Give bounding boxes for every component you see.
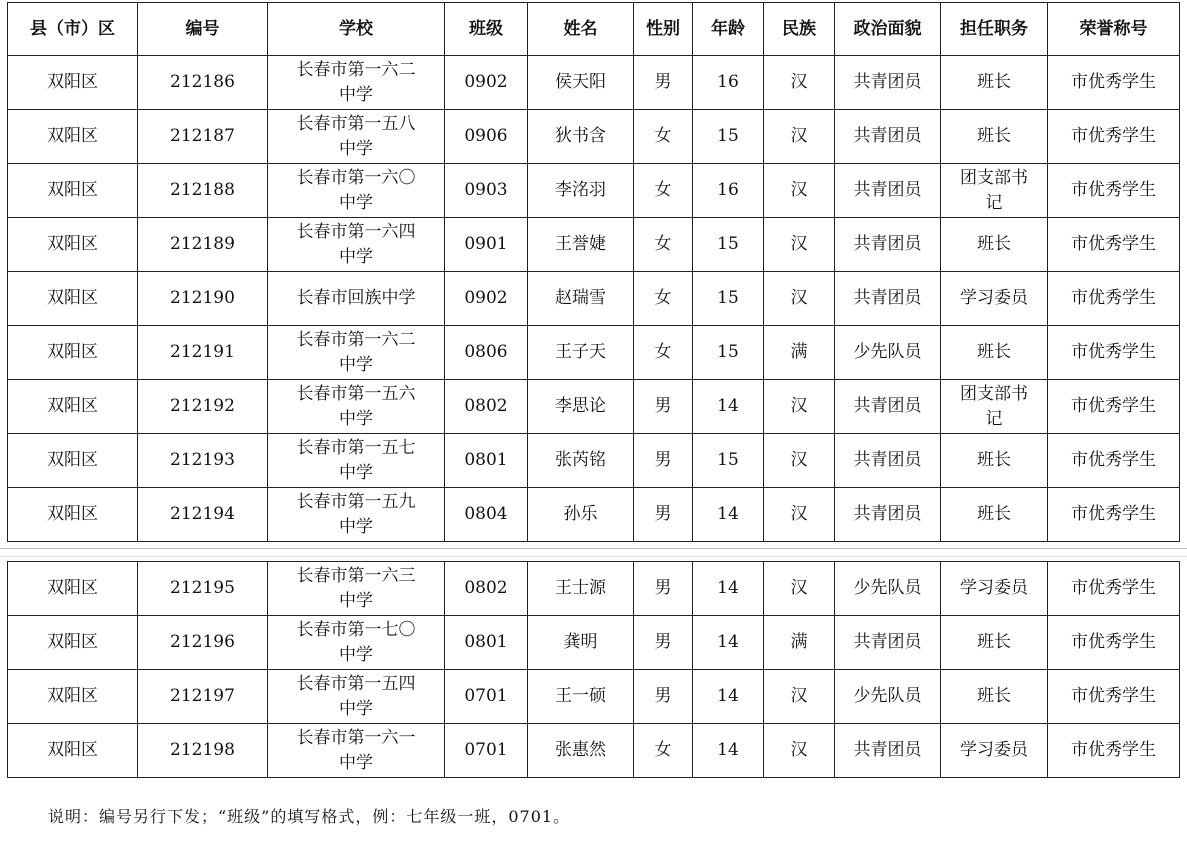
cell-ethnicity: 满 [764, 616, 835, 670]
header-gender: 性别 [634, 3, 693, 56]
header-ethnicity: 民族 [764, 3, 835, 56]
cell-school-line: 长春市第一六〇 [296, 167, 416, 188]
cell-school-line: 长春市第一六三 [296, 565, 416, 586]
cell-school [268, 380, 445, 434]
cell-political: 共青团员 [835, 164, 941, 218]
student-table-page1 [7, 2, 1180, 542]
cell-gender: 男 [634, 434, 693, 488]
header-id: 编号 [138, 3, 268, 56]
cell-id: 212189 [138, 218, 268, 272]
cell-position [941, 272, 1048, 326]
table-row [8, 670, 1180, 724]
cell-position [941, 724, 1048, 778]
cell-id: 212194 [138, 488, 268, 542]
cell-name: 侯天阳 [528, 56, 634, 110]
cell-class: 0906 [445, 110, 528, 164]
cell-age: 16 [693, 164, 764, 218]
table-row [8, 164, 1180, 218]
cell-gender: 男 [634, 56, 693, 110]
cell-age: 14 [693, 670, 764, 724]
cell-position-line: 团支部书 [960, 383, 1028, 404]
cell-name: 王一硕 [528, 670, 634, 724]
cell-position-line: 学习委员 [960, 578, 1028, 598]
cell-county: 双阳区 [8, 110, 138, 164]
cell-gender: 女 [634, 272, 693, 326]
table-row [8, 272, 1180, 326]
cell-county: 双阳区 [8, 670, 138, 724]
cell-position-line: 班长 [977, 450, 1011, 470]
cell-class: 0802 [445, 562, 528, 616]
cell-school [268, 272, 445, 326]
cell-class: 0902 [445, 56, 528, 110]
cell-political: 少先队员 [835, 670, 941, 724]
cell-ethnicity: 汉 [764, 56, 835, 110]
cell-age: 14 [693, 380, 764, 434]
table-header-row [8, 3, 1180, 56]
cell-age: 14 [693, 616, 764, 670]
cell-name: 龚明 [528, 616, 634, 670]
table-row [8, 434, 1180, 488]
cell-name: 李洺羽 [528, 164, 634, 218]
table-row [8, 110, 1180, 164]
cell-position [941, 218, 1048, 272]
cell-class: 0804 [445, 488, 528, 542]
cell-class: 0902 [445, 272, 528, 326]
cell-id: 212195 [138, 562, 268, 616]
header-position: 担任职务 [941, 3, 1048, 56]
cell-age: 14 [693, 724, 764, 778]
cell-school [268, 110, 445, 164]
cell-county: 双阳区 [8, 218, 138, 272]
cell-political: 共青团员 [835, 272, 941, 326]
cell-id: 212197 [138, 670, 268, 724]
cell-honor: 市优秀学生 [1048, 272, 1180, 326]
cell-position [941, 164, 1048, 218]
cell-county: 双阳区 [8, 434, 138, 488]
table-row [8, 326, 1180, 380]
cell-school-line: 长春市第一七〇 [296, 619, 416, 640]
cell-school [268, 326, 445, 380]
table-body-page2 [8, 562, 1180, 778]
cell-id: 212198 [138, 724, 268, 778]
table-row [8, 616, 1180, 670]
cell-position-line: 班长 [977, 504, 1011, 524]
cell-position-line: 班长 [977, 72, 1011, 92]
cell-name: 张芮铭 [528, 434, 634, 488]
cell-honor: 市优秀学生 [1048, 562, 1180, 616]
cell-gender: 男 [634, 488, 693, 542]
cell-id: 212193 [138, 434, 268, 488]
cell-class: 0801 [445, 434, 528, 488]
cell-position-line: 记 [985, 408, 1003, 429]
cell-honor: 市优秀学生 [1048, 326, 1180, 380]
cell-political: 共青团员 [835, 434, 941, 488]
cell-school-line: 中学 [339, 644, 373, 665]
cell-ethnicity: 汉 [764, 670, 835, 724]
cell-position-line: 班长 [977, 632, 1011, 652]
cell-school-line: 长春市第一六四 [296, 221, 416, 242]
cell-position-line: 班长 [977, 234, 1011, 254]
cell-class: 0701 [445, 670, 528, 724]
cell-age: 14 [693, 562, 764, 616]
cell-county: 双阳区 [8, 380, 138, 434]
cell-ethnicity: 汉 [764, 272, 835, 326]
cell-honor: 市优秀学生 [1048, 218, 1180, 272]
cell-position-line: 团支部书 [960, 167, 1028, 188]
header-name: 姓名 [528, 3, 634, 56]
cell-honor: 市优秀学生 [1048, 110, 1180, 164]
page-break-line [0, 548, 1187, 549]
cell-name: 王子天 [528, 326, 634, 380]
cell-position [941, 562, 1048, 616]
cell-class: 0802 [445, 380, 528, 434]
cell-id: 212192 [138, 380, 268, 434]
cell-gender: 女 [634, 326, 693, 380]
cell-school [268, 616, 445, 670]
cell-political: 共青团员 [835, 56, 941, 110]
cell-school-line: 长春市回族中学 [296, 288, 416, 308]
cell-ethnicity: 汉 [764, 488, 835, 542]
cell-school-line: 中学 [339, 354, 373, 375]
cell-position-line: 学习委员 [960, 288, 1028, 308]
cell-ethnicity: 汉 [764, 724, 835, 778]
table-row [8, 218, 1180, 272]
cell-position [941, 616, 1048, 670]
header-honor: 荣誉称号 [1048, 3, 1180, 56]
cell-name: 赵瑞雪 [528, 272, 634, 326]
cell-school-line: 长春市第一五九 [296, 491, 416, 512]
cell-school-line: 中学 [339, 138, 373, 159]
cell-school-line: 中学 [339, 752, 373, 773]
cell-name: 孙乐 [528, 488, 634, 542]
cell-gender: 女 [634, 724, 693, 778]
cell-school-line: 中学 [339, 84, 373, 105]
cell-political: 共青团员 [835, 616, 941, 670]
cell-honor: 市优秀学生 [1048, 164, 1180, 218]
cell-name: 李思论 [528, 380, 634, 434]
cell-political: 共青团员 [835, 380, 941, 434]
cell-position [941, 434, 1048, 488]
cell-ethnicity: 满 [764, 326, 835, 380]
cell-class: 0901 [445, 218, 528, 272]
cell-school-line: 长春市第一五四 [296, 673, 416, 694]
cell-school-line: 长春市第一六二 [296, 59, 416, 80]
cell-ethnicity: 汉 [764, 434, 835, 488]
cell-honor: 市优秀学生 [1048, 724, 1180, 778]
cell-age: 15 [693, 272, 764, 326]
cell-position [941, 488, 1048, 542]
cell-county: 双阳区 [8, 56, 138, 110]
cell-position [941, 380, 1048, 434]
cell-school-line: 长春市第一五八 [296, 113, 416, 134]
cell-id: 212186 [138, 56, 268, 110]
cell-position [941, 110, 1048, 164]
cell-school [268, 434, 445, 488]
cell-age: 15 [693, 326, 764, 380]
cell-political: 少先队员 [835, 326, 941, 380]
cell-position [941, 670, 1048, 724]
table-row [8, 56, 1180, 110]
cell-school [268, 670, 445, 724]
cell-ethnicity: 汉 [764, 562, 835, 616]
cell-class: 0806 [445, 326, 528, 380]
cell-school-line: 中学 [339, 462, 373, 483]
cell-honor: 市优秀学生 [1048, 434, 1180, 488]
cell-school [268, 56, 445, 110]
cell-political: 共青团员 [835, 488, 941, 542]
footnote: 说明：编号另行下发；“班级”的填写格式，例：七年级一班，0701。 [48, 807, 571, 826]
cell-class: 0801 [445, 616, 528, 670]
cell-age: 15 [693, 434, 764, 488]
cell-school-line: 中学 [339, 192, 373, 213]
cell-school-line: 中学 [339, 408, 373, 429]
page-break-line-secondary [0, 556, 1187, 557]
cell-political: 共青团员 [835, 218, 941, 272]
cell-honor: 市优秀学生 [1048, 488, 1180, 542]
cell-class: 0903 [445, 164, 528, 218]
cell-school-line: 中学 [339, 698, 373, 719]
cell-name: 狄书含 [528, 110, 634, 164]
cell-name: 张惠然 [528, 724, 634, 778]
cell-ethnicity: 汉 [764, 110, 835, 164]
cell-county: 双阳区 [8, 164, 138, 218]
cell-gender: 女 [634, 110, 693, 164]
cell-political: 共青团员 [835, 110, 941, 164]
cell-name: 王士源 [528, 562, 634, 616]
cell-school [268, 562, 445, 616]
cell-id: 212191 [138, 326, 268, 380]
cell-school [268, 724, 445, 778]
cell-position-line: 记 [985, 192, 1003, 213]
cell-honor: 市优秀学生 [1048, 616, 1180, 670]
cell-school [268, 218, 445, 272]
cell-id: 212196 [138, 616, 268, 670]
cell-position-line: 班长 [977, 126, 1011, 146]
cell-position [941, 56, 1048, 110]
cell-position-line: 学习委员 [960, 740, 1028, 760]
cell-school-line: 中学 [339, 590, 373, 611]
cell-gender: 女 [634, 164, 693, 218]
cell-id: 212188 [138, 164, 268, 218]
cell-county: 双阳区 [8, 724, 138, 778]
cell-school-line: 长春市第一五七 [296, 437, 416, 458]
header-political: 政治面貌 [835, 3, 941, 56]
cell-county: 双阳区 [8, 272, 138, 326]
cell-political: 少先队员 [835, 562, 941, 616]
cell-gender: 男 [634, 616, 693, 670]
cell-school-line: 长春市第一五六 [296, 383, 416, 404]
cell-position [941, 326, 1048, 380]
cell-position-line: 班长 [977, 342, 1011, 362]
table-row [8, 562, 1180, 616]
table-row [8, 380, 1180, 434]
cell-school [268, 164, 445, 218]
cell-age: 16 [693, 56, 764, 110]
table-row [8, 488, 1180, 542]
cell-gender: 男 [634, 670, 693, 724]
table-body-page1 [8, 56, 1180, 542]
header-school: 学校 [268, 3, 445, 56]
cell-political: 共青团员 [835, 724, 941, 778]
cell-id: 212187 [138, 110, 268, 164]
cell-gender: 男 [634, 562, 693, 616]
cell-school [268, 488, 445, 542]
cell-ethnicity: 汉 [764, 380, 835, 434]
cell-position-line: 班长 [977, 686, 1011, 706]
cell-county: 双阳区 [8, 616, 138, 670]
header-class: 班级 [445, 3, 528, 56]
cell-class: 0701 [445, 724, 528, 778]
cell-ethnicity: 汉 [764, 164, 835, 218]
cell-school-line: 中学 [339, 516, 373, 537]
cell-age: 14 [693, 488, 764, 542]
cell-school-line: 中学 [339, 246, 373, 267]
cell-age: 15 [693, 218, 764, 272]
cell-gender: 女 [634, 218, 693, 272]
cell-gender: 男 [634, 380, 693, 434]
table-row [8, 724, 1180, 778]
cell-county: 双阳区 [8, 326, 138, 380]
cell-honor: 市优秀学生 [1048, 670, 1180, 724]
header-county: 县（市）区 [8, 3, 138, 56]
cell-ethnicity: 汉 [764, 218, 835, 272]
cell-honor: 市优秀学生 [1048, 56, 1180, 110]
cell-school-line: 长春市第一六二 [296, 329, 416, 350]
cell-name: 王誉婕 [528, 218, 634, 272]
cell-id: 212190 [138, 272, 268, 326]
student-table-page2 [7, 561, 1180, 778]
cell-age: 15 [693, 110, 764, 164]
cell-honor: 市优秀学生 [1048, 380, 1180, 434]
cell-school-line: 长春市第一六一 [296, 727, 416, 748]
header-age: 年龄 [693, 3, 764, 56]
cell-county: 双阳区 [8, 488, 138, 542]
cell-county: 双阳区 [8, 562, 138, 616]
